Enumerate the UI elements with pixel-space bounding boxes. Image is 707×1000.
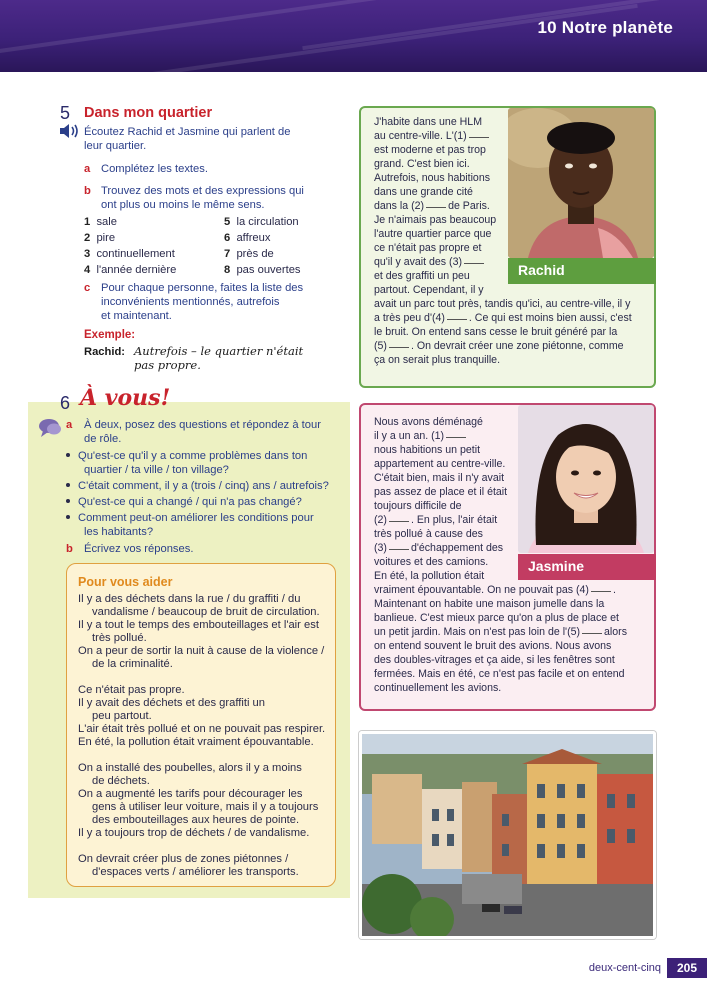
jasmine-text-line: fermées. Mais en été, ce n'est pas facile et on entend — [374, 668, 625, 680]
rachid-text-line: l'autre quartier parce que — [374, 228, 492, 240]
rachid-text-line: a très peu d'(4) . Ce qui est moins bien aussi, c'est — [374, 312, 632, 324]
chapter-title: 10 Notre planète — [537, 18, 673, 37]
question-bullet: C'était comment, il y a (trois / cinq) ans / autrefois? — [66, 479, 329, 494]
help-line: L'air était très pollué et on ne pouvait pas respirer. — [78, 723, 326, 735]
task-c-label: c — [84, 282, 91, 294]
help-line: gens à utiliser leur voiture, mais il y a toujours — [92, 801, 319, 813]
help-line: de la criminalité. — [92, 658, 173, 670]
jasmine-text-line: un petit jardin. Mais on n'est pas loin de l'(5) alors — [374, 626, 627, 638]
section-5-intro: leur quartier. — [84, 140, 147, 152]
task-b-label: b — [84, 185, 91, 197]
jasmine-text-line: banlieue. C'est mieux parce qu'on a plus de place et — [374, 612, 619, 624]
header-stripe — [0, 0, 478, 58]
help-line: Ce n'était pas propre. — [78, 684, 185, 696]
jasmine-text-line: voitures et des camions. — [374, 556, 489, 568]
help-line: très pollué. — [92, 632, 147, 644]
help-line: En été, la pollution était vraiment épouvantable. — [78, 736, 314, 748]
vocab-item: 6 affreux — [224, 232, 271, 244]
jasmine-text-line: continuellement les avions. — [374, 682, 502, 694]
audio-icon[interactable] — [60, 124, 80, 143]
rachid-photo — [508, 108, 654, 258]
rachid-text-line: grand. C'est bien ici. — [374, 158, 470, 170]
rachid-text-line: partout. Cependant, il y — [374, 284, 484, 296]
jasmine-text-line: nous habitions un petit — [374, 444, 481, 456]
rachid-text-line: ça on serait plus tranquille. — [374, 354, 501, 366]
jasmine-text-line: Nous avons déménagé — [374, 416, 483, 428]
jasmine-text-line: toujours difficile de — [374, 500, 462, 512]
example-text: pas propre. — [134, 358, 201, 372]
help-line: Il y a tout le temps des embouteillages et l'air est — [78, 619, 319, 631]
task-c-text: inconvénients mentionnés, autrefois — [101, 296, 280, 308]
rachid-text-line: et des graffiti un peu — [374, 270, 470, 282]
section-6-b-text: Écrivez vos réponses. — [84, 543, 194, 555]
task-a-label: a — [66, 419, 73, 431]
help-line: On devrait créer plus de zones piétonnes / — [78, 853, 289, 865]
rachid-text-line: Je n'aimais pas beaucoup — [374, 214, 497, 226]
jasmine-text-line: des doubles-vitrages et ça aide, si les fenêtres sont — [374, 654, 615, 666]
section-6-a-text: À deux, posez des questions et répondez à tour — [84, 419, 321, 431]
help-line: d'espaces verts / améliorer les transports. — [92, 866, 299, 878]
vocab-item: 8 pas ouvertes — [224, 264, 301, 276]
jasmine-photo — [518, 405, 654, 553]
jasmine-text-line: on entend souvent le bruit des avions. Nous avons — [374, 640, 612, 652]
example-text: Autrefois – le quartier n'était — [134, 344, 304, 358]
vocab-item: 2 pire — [84, 232, 116, 244]
question-bullet-cont: les habitants? — [84, 526, 154, 538]
example-label: Exemple: — [84, 329, 136, 341]
help-line: vandalisme / beaucoup de bruit de circulation. — [92, 606, 320, 618]
vocab-item: 1 sale — [84, 216, 117, 228]
jasmine-text-line: En été, la pollution était — [374, 570, 485, 582]
jasmine-text-line: C'était bien, mais il n'y avait — [374, 472, 505, 484]
help-line: On a peur de sortir la nuit à cause de la violence / — [78, 645, 325, 657]
town-photo — [359, 731, 656, 939]
example-speaker: Rachid: — [84, 346, 126, 358]
help-line: On a augmenté les tarifs pour décourager les — [78, 788, 303, 800]
question-bullet-cont: quartier / ta ville / ton village? — [84, 464, 229, 476]
jasmine-name-label: Jasmine — [518, 554, 656, 580]
vocab-item: 7 près de — [224, 248, 274, 260]
section-5-intro: Écoutez Rachid et Jasmine qui parlent de — [84, 126, 291, 138]
rachid-text-line: est moderne et pas trop — [374, 144, 486, 156]
question-bullet: Comment peut-on améliorer les conditions pour — [66, 511, 314, 526]
rachid-text-line: le bruit. On entend sans cesse le bruit généré par la — [374, 326, 618, 338]
help-line: Il y avait des déchets et des graffiti un — [78, 697, 265, 709]
help-box-title: Pour vous aider — [78, 575, 173, 589]
task-a-label: a — [84, 163, 91, 175]
help-line: de déchets. — [92, 775, 150, 787]
section-6-title: À vous! — [80, 385, 171, 411]
rachid-text-line: J'habite dans une HLM — [374, 116, 483, 128]
section-6-a-text: de rôle. — [84, 433, 122, 445]
jasmine-text-line: vraiment épouvantable. On ne pouvait pas (4) . — [374, 584, 616, 596]
jasmine-text-line: très pollué à cause des — [374, 528, 483, 540]
task-a-text: Complétez les textes. — [101, 163, 208, 175]
rachid-text-line: ce n'était pas propre et — [374, 242, 482, 254]
rachid-name-label: Rachid — [508, 258, 656, 284]
jasmine-text-line: pas assez de place et il était — [374, 486, 508, 498]
jasmine-text-line: Maintenant on habite une maison jumelle dans la — [374, 598, 605, 610]
help-line: On a installé des poubelles, alors il y a moins — [78, 762, 302, 774]
rachid-text-line: qu'il y avait des (3) — [374, 256, 486, 270]
task-b-label: b — [66, 543, 73, 555]
task-c-text: Pour chaque personne, faites la liste des — [101, 282, 304, 294]
section-5-title: Dans mon quartier — [84, 105, 213, 121]
help-line: des embouteillages aux heures de pointe. — [92, 814, 300, 826]
rachid-text-line: (5) . On devrait créer une zone piétonne, comme — [374, 340, 624, 352]
rachid-text-line: avait un parc tout près, tandis qu'ici, au centre-ville, il y — [374, 298, 631, 310]
question-bullet: Qu'est-ce qu'il y a comme problèmes dans ton — [66, 449, 307, 464]
vocab-item: 5 la circulation — [224, 216, 299, 228]
help-line: Il y a toujours trop de déchets / de vandalisme. — [78, 827, 310, 839]
vocab-item: 4 l'année dernière — [84, 264, 177, 276]
jasmine-text-line: il y a un an. (1) — [374, 430, 468, 444]
vocab-item: 3 continuellement — [84, 248, 175, 260]
jasmine-text-line: (2) . En plus, l'air était — [374, 514, 498, 526]
rachid-text-line: Autrefois, nous habitions — [374, 172, 491, 184]
task-b-text: Trouvez des mots et des expressions qui — [101, 185, 304, 197]
section-5-number: 5 — [60, 103, 71, 123]
rachid-text-line: dans une grande cité — [374, 186, 473, 198]
jasmine-text-line: (3) d'échappement des — [374, 542, 504, 554]
page-number-words: deux-cent-cinq — [588, 962, 661, 974]
help-line: peu partout. — [92, 710, 152, 722]
rachid-text-line: dans la (2) de Paris. — [374, 200, 490, 212]
section-6-number: 6 — [60, 393, 71, 413]
task-b-text: ont plus ou moins le même sens. — [101, 199, 265, 211]
help-line: Il y a des déchets dans la rue / du graffiti / du — [78, 593, 301, 605]
task-c-text: et maintenant. — [101, 310, 172, 322]
rachid-text-line: au centre-ville. L'(1) — [374, 130, 491, 144]
question-bullet: Qu'est-ce qui a changé / qui n'a pas changé? — [66, 495, 302, 510]
speech-bubble-icon — [38, 418, 62, 443]
jasmine-text-line: appartement au centre-ville. — [374, 458, 506, 470]
page-number: 205 — [667, 958, 707, 978]
chapter-header — [0, 0, 707, 72]
